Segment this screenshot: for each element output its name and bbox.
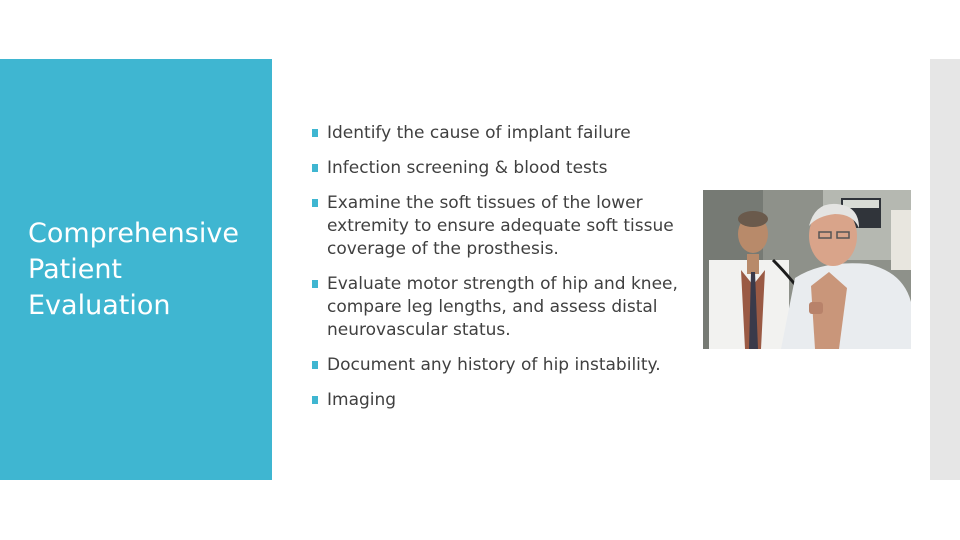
bullet-marker-icon xyxy=(312,361,318,369)
doctor-patient-photo xyxy=(703,190,911,349)
bullet-marker-icon xyxy=(312,129,318,137)
photo-illustration xyxy=(703,190,911,349)
slide-title xyxy=(28,216,268,324)
bullet-list xyxy=(311,122,691,424)
bullet-marker-icon xyxy=(312,396,318,404)
bullet-text: Evaluate motor strength of hip and knee, compare leg lengths, and assess distal neurovascular status. xyxy=(327,274,678,340)
title-line-1: Comprehensive xyxy=(28,218,239,249)
bullet-item xyxy=(311,354,691,377)
title-line-2: Patient xyxy=(28,254,123,285)
bullet-marker-icon xyxy=(312,164,318,172)
bullet-text: Identify the cause of implant failure xyxy=(327,123,631,143)
bullet-item xyxy=(311,157,691,180)
bullet-text: Imaging xyxy=(327,390,397,410)
bullet-text: Infection screening & blood tests xyxy=(327,158,608,178)
bullet-marker-icon xyxy=(312,280,318,288)
bullet-text: Examine the soft tissues of the lower extremity to ensure adequate soft tissue coverage of the prosthesis. xyxy=(327,193,674,259)
right-edge-stripe xyxy=(930,59,960,480)
bullet-item xyxy=(311,192,691,261)
bullet-item xyxy=(311,122,691,145)
bullet-item xyxy=(311,389,691,412)
bullet-item xyxy=(311,273,691,342)
bullet-marker-icon xyxy=(312,199,318,207)
title-line-3: Evaluation xyxy=(28,290,171,321)
bullet-text: Document any history of hip instability. xyxy=(327,355,661,375)
